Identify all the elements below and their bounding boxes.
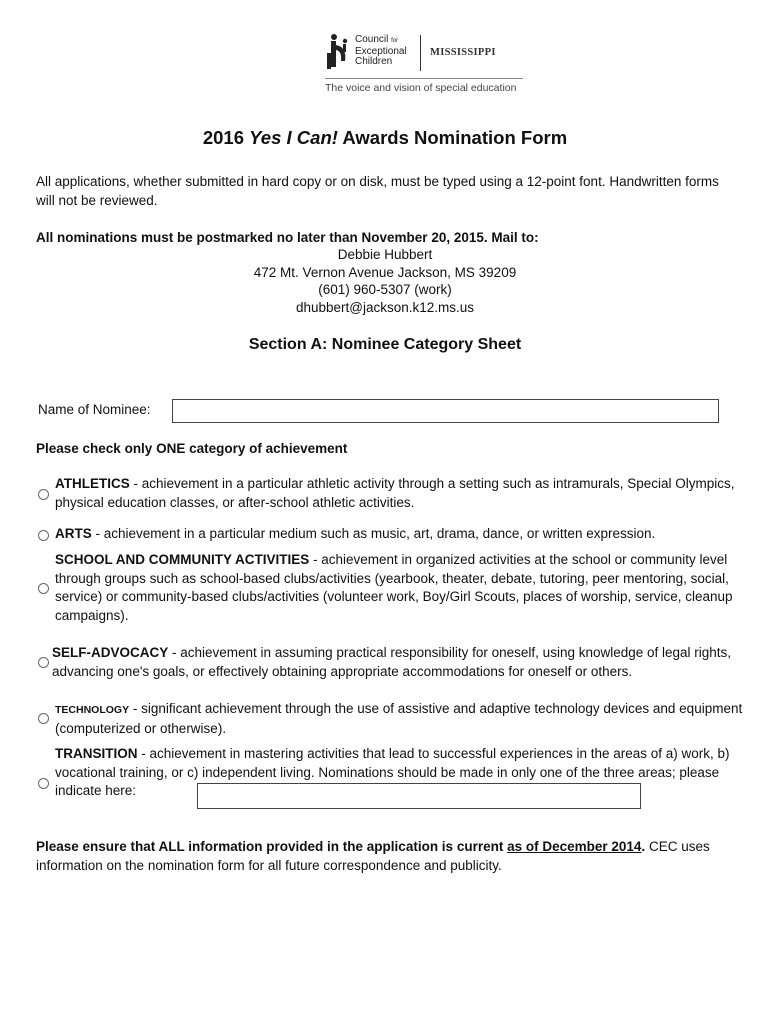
address-name: Debbie Hubbert <box>337 247 433 262</box>
radio-arts[interactable] <box>38 530 49 541</box>
mailing-address <box>0 246 770 316</box>
category-school-community: SCHOOL AND COMMUNITY ACTIVITIES - achievement in organized activities at the school or community level through groups such as school-based clubs/activities (yearbook, theater, debate, tutoring, peer mentoring, social, service) or community-based clubs/activities (volunteer work, Boy/Girl Scouts, places of worship, service, cleanup campaigns). <box>55 552 733 623</box>
radio-athletics[interactable] <box>38 489 49 500</box>
cec-logo <box>325 33 525 95</box>
category-athletics: ATHLETICS - achievement in a particular athletic activity through a setting such as intramurals, Special Olympics, physical education classes, or after-school athletic activities. <box>55 476 735 510</box>
address-phone: (601) 960-5307 (work) <box>318 282 452 297</box>
category-transition: TRANSITION - achievement in mastering activities that lead to successful experiences in the areas of a) work, b) vocational training, or c) independent living. Nominations should be made in only one of the three areas; please indicate here: <box>55 746 730 798</box>
logo-org-name: Council for Exceptional Children <box>355 34 407 67</box>
nominee-name-field[interactable] <box>172 399 719 423</box>
category-self-advocacy: SELF-ADVOCACY - achievement in assuming practical responsibility for oneself, using knowledge of legal rights, advancing one's goals, or effectively obtaining appropriate accommodations for oneself or others. <box>52 645 732 679</box>
nominee-name-label: Name of Nominee: <box>38 402 151 417</box>
radio-transition[interactable] <box>38 778 49 789</box>
logo-tagline: The voice and vision of special education <box>325 82 517 94</box>
logo-divider <box>420 35 421 71</box>
category-instruction: Please check only ONE category of achievement <box>36 441 348 456</box>
cec-figure-icon <box>325 33 353 73</box>
section-title: Section A: Nominee Category Sheet <box>248 336 522 353</box>
radio-self-advocacy[interactable] <box>38 657 49 668</box>
radio-school-community[interactable] <box>38 583 49 594</box>
logo-rule <box>325 78 523 79</box>
transition-area-field[interactable] <box>197 783 641 809</box>
category-arts: ARTS - achievement in a particular medium such as music, art, drama, dance, or written expression. <box>55 526 656 541</box>
logo-state: MISSISSIPPI <box>430 47 496 58</box>
deadline-text: All nominations must be postmarked no later than November 20, 2015. Mail to: <box>36 230 539 245</box>
ensure-notice: Please ensure that ALL information provided in the application is current as of December 2014. CEC uses information on the nomination form for all future correspondence and publicity. <box>36 839 710 873</box>
page-title: 2016 Yes I Can! Awards Nomination Form <box>202 127 568 148</box>
address-street: 472 Mt. Vernon Avenue Jackson, MS 39209 <box>253 264 517 280</box>
category-technology: TECHNOLOGY - significant achievement through the use of assistive and adaptive technology devices and equipment (computerized or otherwise). <box>55 701 743 736</box>
address-email: dhubbert@jackson.k12.ms.us <box>295 299 475 315</box>
radio-technology[interactable] <box>38 713 49 724</box>
intro-text: All applications, whether submitted in hard copy or on disk, must be typed using a 12-point font. Handwritten forms will not be reviewed. <box>36 174 719 208</box>
